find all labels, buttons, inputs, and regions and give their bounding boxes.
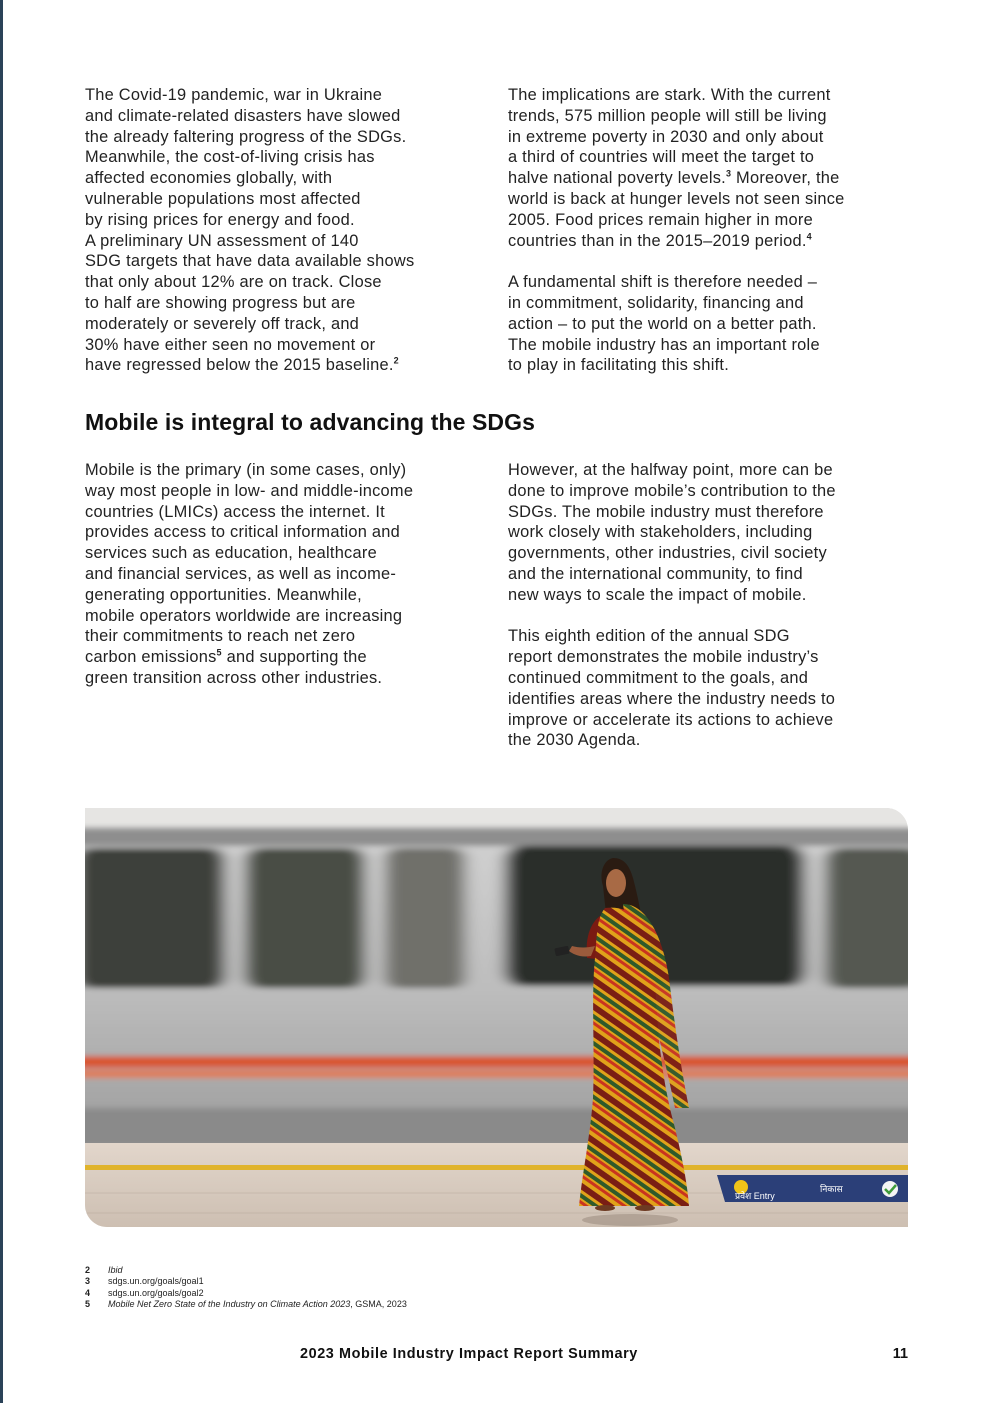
footnote-link[interactable]: sdgs.un.org/goals/goal2 xyxy=(108,1287,204,1298)
footnote-ref: 5 xyxy=(216,647,222,658)
section-left-paragraph: Mobile is the primary (in some cases, only) way most people in low- and middle-income countries (LMICs) access the internet. It provides access to critical information and services such as education, healthcare and financial services, as well as income- generating opportunities. Meanwhile, mobile operators worldwide are increasing their commitments to reach net zero carbon emissions$^5$ and supporting the green transition across other industries. xyxy=(85,461,414,687)
intro-left-paragraph: The Covid-19 pandemic, war in Ukraine and climate-related disasters have slowed the already faltering progress of the SDGs. Meanwhile, the cost-of-living crisis has affected economies globally, with vulnerable populations most affected by rising prices for energy and food. A preliminary UN assessment of 140 SDG targets that have data available shows that only about 12% are on track. Close to half are showing progress but are moderately or severely off track, and 30% have either seen no movement or have regressed below the 2015 baseline.$^2$ xyxy=(85,86,415,375)
photo-illustration xyxy=(85,808,908,1227)
entry-sign-text: प्रवेश Entry xyxy=(735,1191,775,1201)
section-left-column xyxy=(85,460,485,689)
section-right-paragraph-1: However, at the halfway point, more can be done to improve mobile’s contribution to the SDGs. The mobile industry must therefore work closely with stakeholders, including governments, other industries, civil society and the international community, to find new ways to scale the impact of mobile. xyxy=(508,461,836,604)
footnote-ref: 4 xyxy=(806,231,812,242)
footnote-item: 2 Ibid xyxy=(85,1265,123,1275)
footnote-ref: 2 xyxy=(393,355,399,366)
section-right-column xyxy=(508,460,908,751)
section-heading: Mobile is integral to advancing the SDGs xyxy=(85,409,536,435)
yellow-safety-line xyxy=(85,1165,908,1170)
footer-title: 2023 Mobile Industry Impact Report Summary xyxy=(300,1346,638,1362)
footnote-item: 5 Mobile Net Zero State of the Industry on Climate Action 2023, GSMA, 2023 xyxy=(85,1299,407,1310)
intro-right-paragraph-2: A fundamental shift is therefore needed – in commitment, solidarity, financing and action – to put the world on a better path. The mobile industry has an important role to play in facilitating this shift. xyxy=(508,273,820,375)
page-edge-bar xyxy=(0,0,3,1403)
page-number: 11 xyxy=(892,1346,908,1362)
intro-left-column xyxy=(85,85,485,376)
footnotes xyxy=(85,1265,407,1311)
intro-right-paragraph-1: The implications are stark. With the current trends, 575 million people will still be living in extreme poverty in 2030 and only about a third of countries will meet the target to halve national poverty levels.$^3$ Moreover, the world is back at hunger levels not seen since 2005. Food prices remain higher in more countries than in the 2015–2019 period.$^4$ xyxy=(508,86,845,250)
footnote-link[interactable]: sdgs.un.org/goals/goal1 xyxy=(108,1276,204,1287)
moving-train xyxy=(85,828,908,1148)
footnote-item: 4 sdgs.un.org/goals/goal2 xyxy=(85,1287,204,1298)
intro-right-column xyxy=(508,85,908,376)
section-right-paragraph-2: This eighth edition of the annual SDG report demonstrates the mobile industry’s continued commitment to the goals, and identifies areas where the industry needs to improve or accelerate its actions to achieve the 2030 Agenda. xyxy=(508,627,836,750)
metro-platform-photo xyxy=(85,808,908,1227)
exit-sign-text: निकास xyxy=(820,1184,843,1194)
footnote-ref: 3 xyxy=(725,168,732,179)
floor-signage xyxy=(717,1175,908,1202)
footnote-item: 3 sdgs.un.org/goals/goal1 xyxy=(85,1276,204,1287)
